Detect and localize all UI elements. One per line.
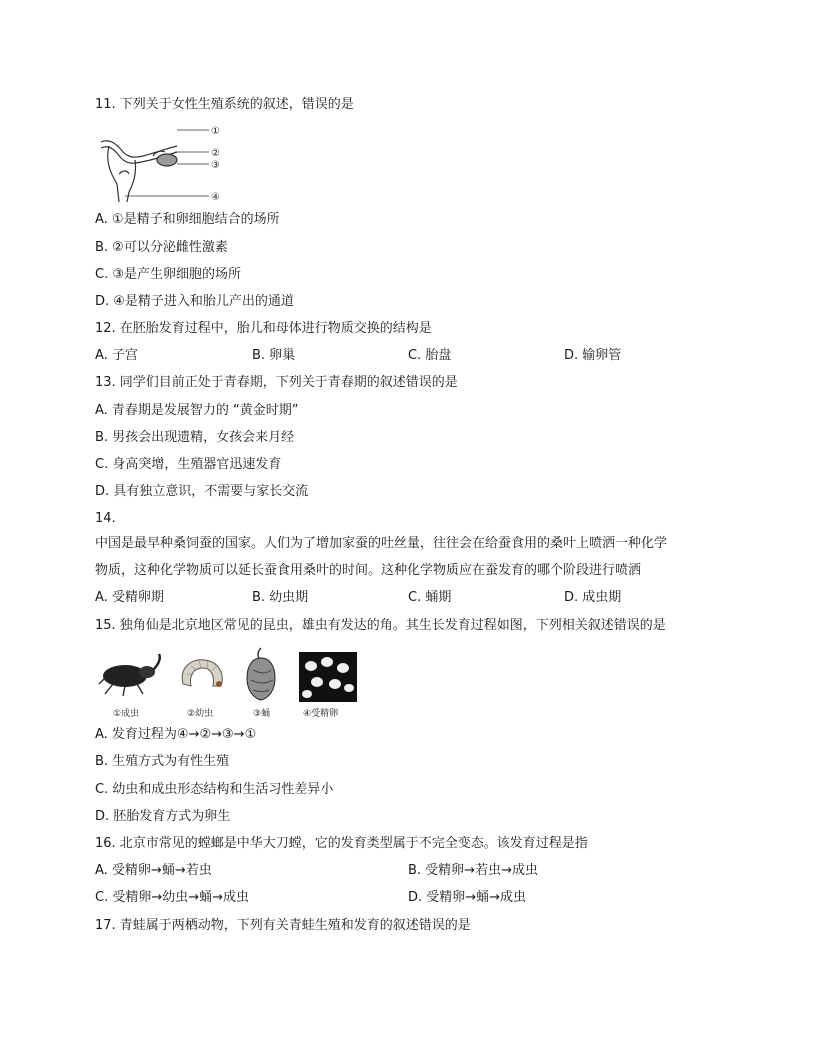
caption-pupa: ③蛹 [253,709,271,719]
caption-larva: ②幼虫 [187,709,214,719]
q16-option-b: B. 受精卵→若虫→成虫 [408,863,538,878]
q15-beetle-lifecycle-figure [95,644,360,720]
q13-stem: 13. 同学们目前正处于青春期，下列关于青春期的叙述错误的是 [95,375,458,390]
label-1: ① [211,126,220,137]
uterus-diagram [101,141,177,202]
q14-option-a: A. 受精卵期 [95,590,164,605]
q14-number: 14. [95,511,116,526]
q11-option-b: B. ②可以分泌雌性激素 [95,240,228,255]
beetle-eggs-image [299,652,357,702]
q13-option-c: C. 身高突增，生殖器官迅速发育 [95,457,282,472]
q13-option-b: B. 男孩会出现遗精，女孩会来月经 [95,430,295,445]
q15-stem: 15. 独角仙是北京地区常见的昆虫，雄虫有发达的角。其生长发育过程如图，下列相关叙述错误的是 [95,618,666,633]
q14-option-b: B. 幼虫期 [252,590,309,605]
label-4: ④ [211,192,220,203]
q16-option-c: C. 受精卵→幼虫→蛹→成虫 [95,890,250,905]
q12-option-d: D. 输卵管 [564,348,622,363]
q12-stem: 12. 在胚胎发育过程中，胎儿和母体进行物质交换的结构是 [95,321,432,336]
caption-egg: ④受精卵 [303,709,339,719]
q16-stem: 16. 北京市常见的螳螂是中华大刀螳，它的发育类型属于不完全变态。该发育过程是指 [95,836,588,851]
q11-option-a: A. ①是精子和卵细胞结合的场所 [95,212,280,227]
q14-option-c: C. 蛹期 [408,590,452,605]
beetle-larva-image [182,660,222,687]
q12-option-c: C. 胎盘 [408,348,452,363]
label-3: ③ [211,160,220,171]
q11-option-c: C. ③是产生卵细胞的场所 [95,267,241,282]
label-2: ② [211,148,220,159]
q14-stem-line1: 中国是最早种桑饲蚕的国家。人们为了增加家蚕的吐丝量，往往会在给蚕食用的桑叶上喷洒一种化学 [95,536,668,551]
q12-option-a: A. 子宫 [95,348,138,363]
q15-option-a: A. 发育过程为④→②→③→① [95,727,257,742]
q14-stem-line2: 物质，这种化学物质可以延长蚕食用桑叶的时间。这种化学物质应在蚕发育的哪个阶段进行喷洒 [95,563,642,578]
beetle-adult-image [99,654,160,696]
q17-stem: 17. 青蛙属于两栖动物，下列有关青蛙生殖和发育的叙述错误的是 [95,918,471,933]
q15-option-b: B. 生殖方式为有性生殖 [95,754,230,769]
q14-option-d: D. 成虫期 [564,590,622,605]
q11-stem: 11. 下列关于女性生殖系统的叙述，错误的是 [95,97,354,112]
q13-option-d: D. 具有独立意识，不需要与家长交流 [95,484,309,499]
q13-option-a: A. 青春期是发展智力的 “黄金时期” [95,403,299,418]
q11-option-d: D. ④是精子进入和胎儿产出的通道 [95,294,294,309]
q12-option-b: B. 卵巢 [252,348,296,363]
beetle-pupa-image [247,648,275,700]
q15-option-c: C. 幼虫和成虫形态结构和生活习性差异小 [95,782,334,797]
q16-option-a: A. 受精卵→蛹→若虫 [95,863,212,878]
q15-option-d: D. 胚胎发育方式为卵生 [95,809,231,824]
q16-option-d: D. 受精卵→蛹→成虫 [408,890,527,905]
q11-female-reproductive-figure [95,122,235,204]
caption-adult: ①成虫 [113,709,140,719]
